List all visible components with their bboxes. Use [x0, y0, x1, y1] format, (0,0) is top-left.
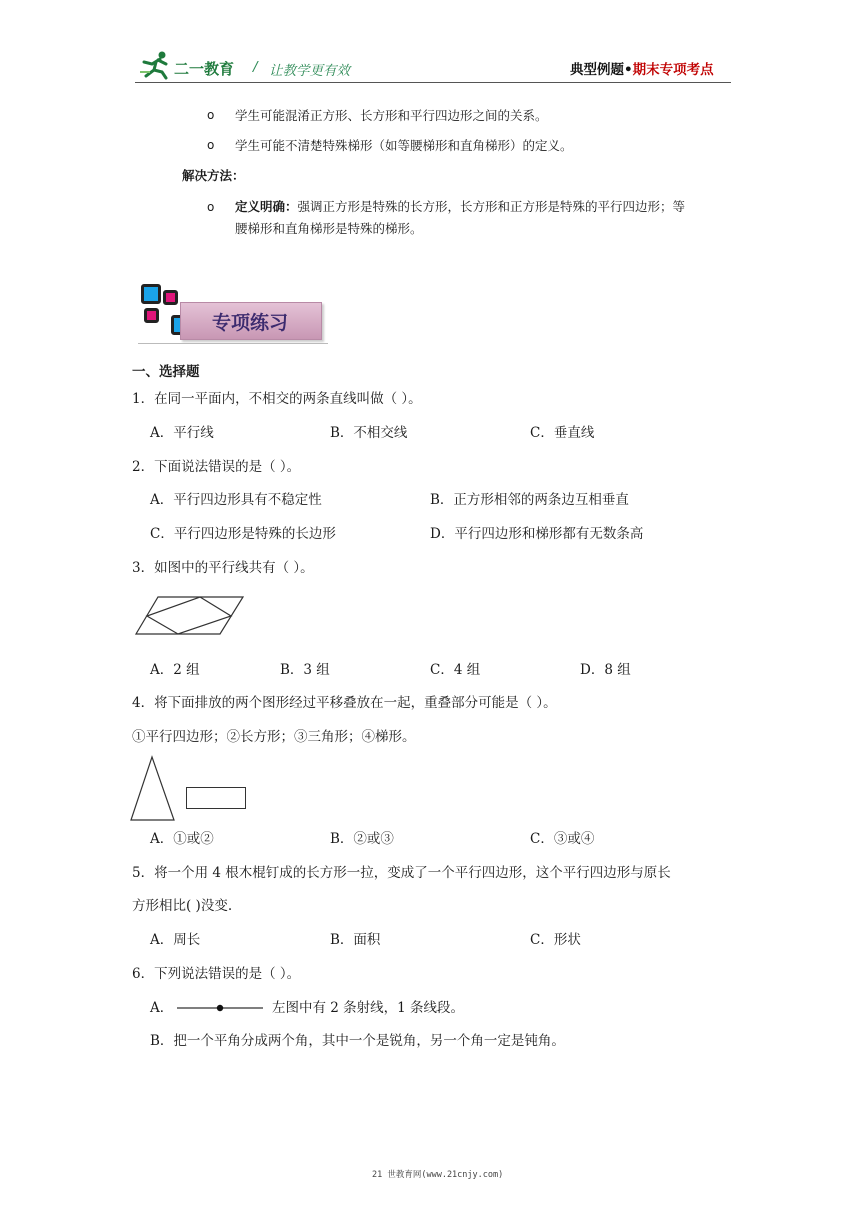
header-slogan: 让教学更有效 — [269, 63, 350, 79]
bullet-icon: o — [207, 108, 215, 122]
q1-option-c[interactable]: C．垂直线 — [530, 425, 595, 441]
header-right — [570, 58, 714, 78]
banner-square-icon — [144, 308, 159, 323]
q2-option-c[interactable]: C．平行四边形是特殊的长边形 — [150, 526, 336, 542]
intro-bullet-1: 学生可能混淆正方形、长方形和平行四边形之间的关系。 — [235, 108, 548, 123]
q1-option-a[interactable]: A．平行线 — [150, 425, 214, 441]
q5-stem-line-2: 方形相比( )没变. — [132, 898, 233, 914]
banner-underline — [138, 343, 328, 344]
q4-triangle-figure — [128, 755, 178, 823]
q3-parallelogram-figure — [134, 594, 246, 638]
solution-line-2: 腰梯形和直角梯形是特殊的梯形。 — [235, 221, 423, 236]
q4-option-a[interactable]: A．①或② — [150, 831, 214, 847]
brand-name: 二一教育 — [174, 60, 235, 78]
q5-stem-line-1: 5．将一个用 4 根木棍钉成的长方形一拉，变成了一个平行四边形，这个平行四边形与原长 — [132, 865, 671, 881]
solution-text-1: 强调正方形是特殊的长方形，长方形和正方形是特殊的平行四边形；等 — [297, 199, 686, 214]
q4-subtext: ①平行四边形；②长方形；③三角形；④梯形。 — [132, 729, 416, 745]
q4-option-c[interactable]: C．③或④ — [530, 831, 595, 847]
banner-square-icon — [163, 290, 178, 305]
q5-option-b[interactable]: B．面积 — [330, 932, 381, 948]
q2-option-b[interactable]: B．正方形相邻的两条边互相垂直 — [430, 492, 629, 508]
banner-square-icon — [141, 284, 161, 304]
q2-option-a[interactable]: A．平行四边形具有不稳定性 — [150, 492, 322, 508]
q3-option-c[interactable]: C．4 组 — [430, 662, 481, 678]
header-rule — [135, 82, 731, 83]
header-separator: / — [253, 59, 258, 75]
solution-label: 定义明确： — [235, 199, 298, 214]
page-footer: 21 世教育网(www.21cnjy.com) — [372, 1170, 504, 1180]
q6-option-a-text[interactable]: 左图中有 2 条射线，1 条线段。 — [272, 1000, 465, 1016]
banner-title: 专项练习 — [212, 312, 289, 334]
q1-stem: 1．在同一平面内，不相交的两条直线叫做（ ）。 — [132, 391, 422, 407]
q3-stem: 3．如图中的平行线共有（ ）。 — [132, 560, 314, 576]
q3-option-a[interactable]: A．2 组 — [150, 662, 200, 678]
q5-option-c[interactable]: C．形状 — [530, 932, 581, 948]
q4-rectangle-figure — [186, 787, 246, 809]
runner-logo-icon — [138, 50, 172, 80]
q3-option-d[interactable]: D．8 组 — [580, 662, 631, 678]
q4-stem: 4．将下面排放的两个图形经过平移叠放在一起，重叠部分可能是（ ）。 — [132, 695, 557, 711]
q6-stem: 6．下列说法错误的是（ ）。 — [132, 966, 301, 982]
q5-option-a[interactable]: A．周长 — [150, 932, 201, 948]
q6-option-b[interactable]: B．把一个平角分成两个角，其中一个是锐角，另一个角一定是钝角。 — [150, 1033, 565, 1049]
solution-heading: 解决方法： — [182, 168, 245, 183]
q6-option-a-label[interactable]: A． — [150, 1000, 174, 1016]
q6-line-figure — [176, 1001, 264, 1015]
q2-option-d[interactable]: D．平行四边形和梯形都有无数条高 — [430, 526, 644, 542]
q2-stem: 2．下面说法错误的是（ ）。 — [132, 459, 301, 475]
header-right-prefix: 典型例题 — [570, 62, 624, 78]
header — [0, 0, 860, 90]
header-right-dot: • — [624, 62, 633, 78]
bullet-icon: o — [207, 200, 215, 214]
section-title: 一、选择题 — [132, 364, 200, 380]
q3-option-b[interactable]: B．3 组 — [280, 662, 330, 678]
solution-line-1 — [235, 197, 685, 217]
bullet-icon: o — [207, 138, 215, 152]
intro-bullet-2: 学生可能不清楚特殊梯形（如等腰梯形和直角梯形）的定义。 — [235, 138, 573, 153]
q1-option-b[interactable]: B．不相交线 — [330, 425, 408, 441]
q4-option-b[interactable]: B．②或③ — [330, 831, 394, 847]
header-right-suffix: 期末专项考点 — [632, 62, 714, 78]
